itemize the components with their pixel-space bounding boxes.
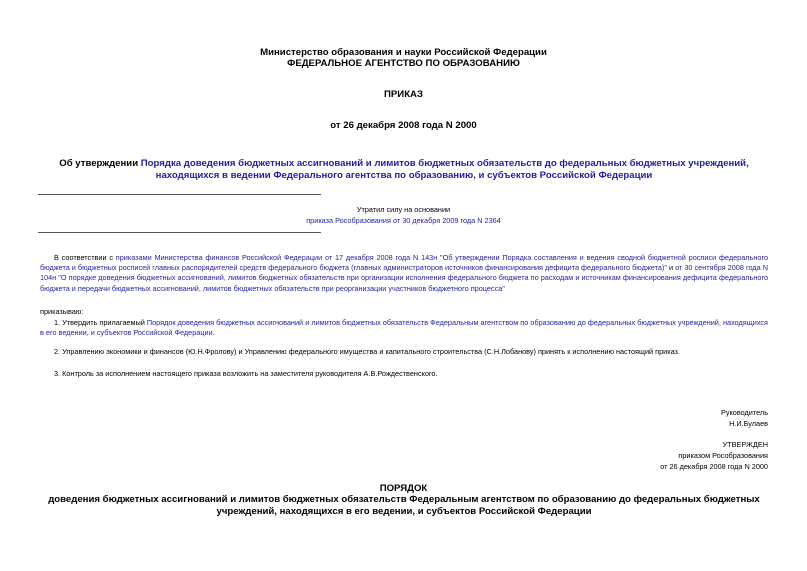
preamble-text-2: и <box>666 263 676 273</box>
preamble-text-1: В соответствии с <box>54 253 116 262</box>
signature-name: Н.И.Булаев <box>729 419 768 428</box>
title-prefix: Об утверждении <box>59 158 141 169</box>
preamble <box>40 253 768 294</box>
item-1-link[interactable]: Порядок доведения бюджетных ассигнований и лимитов бюджетных обязательств Федеральным агентством по образованию до федеральных бюджетных учреждений, находящихся в его ведении, и субъектов Российской Федерации <box>40 318 768 338</box>
preamble-link-1[interactable]: приказами Министерства финансов Российской Федерации от 17 декабря 2008 года N 143н "Об утверждении Порядка составления и ведения сводной бюджетной росписи федерального бюджета и бюджетных росписей главных распорядителей средств федерального бюджета (главных администраторов источников финансирования дефицита федерального бюджета)" <box>40 253 769 273</box>
item-1-prefix: 1. Утвердить прилагаемый <box>54 318 147 327</box>
status-note: Утратил силу на основании <box>356 205 451 214</box>
document-title <box>48 158 760 181</box>
approval-by: приказом Рособразования <box>678 451 768 460</box>
approval-date: от 26 декабря 2008 года N 2000 <box>660 462 768 471</box>
signature-role: Руководитель <box>720 408 768 417</box>
item-2: 2. Управлению экономики и финансов (Ю.Н.Фролову) и Управлению федерального имущества и капитального строительства (С.Н.Лобанову) принять к исполнению настоящий приказ. <box>54 347 680 356</box>
ministry-name: Министерство образования и науки Российской Федерации <box>260 47 547 58</box>
item-1 <box>40 318 768 338</box>
title-link[interactable]: Порядка доведения бюджетных ассигнований и лимитов бюджетных обязательств до федеральных бюджетных учреждений, находящихся в ведении Федерального агентства по образованию, и субъектов Российской Федерации <box>140 158 749 181</box>
item-1-suffix: . <box>212 328 215 338</box>
agency-name: ФЕДЕРАЛЬНОЕ АГЕНТСТВО ПО ОБРАЗОВАНИЮ <box>287 58 520 69</box>
approval-word: УТВЕРЖДЕН <box>722 440 768 449</box>
divider-top <box>38 194 321 195</box>
order-word: приказываю: <box>40 307 84 316</box>
status-link[interactable]: приказа Рособразования от 30 декабря 2009 года N 2364 <box>306 216 501 225</box>
procedure-heading: ПОРЯДОК <box>379 483 428 494</box>
doc-type: ПРИКАЗ <box>384 89 423 100</box>
divider-bottom <box>38 232 321 233</box>
preamble-link-2[interactable]: от 30 сентября 2008 года N 104н "О порядке доведения бюджетных ассигнований, лимитов бюджетных обязательств при организации исполнения федерального бюджета по расходам и источникам финансирования дефицита федерального бюджета и передачи бюджетных ассигнований, лимитов бюджетных обязательств при реорганизации участников бюджетного процесса" <box>40 263 768 293</box>
doc-date: от 26 декабря 2008 года N 2000 <box>330 120 477 131</box>
procedure-title: доведения бюджетных ассигнований и лимитов бюджетных обязательств Федеральным агентством по образованию до федеральных бюджетных учреждений, находящихся в его ведении, и субъектов Российской Федерации <box>48 494 760 517</box>
item-3: 3. Контроль за исполнением настоящего приказа возложить на заместителя руководителя А.В.Рождественского. <box>54 369 438 378</box>
